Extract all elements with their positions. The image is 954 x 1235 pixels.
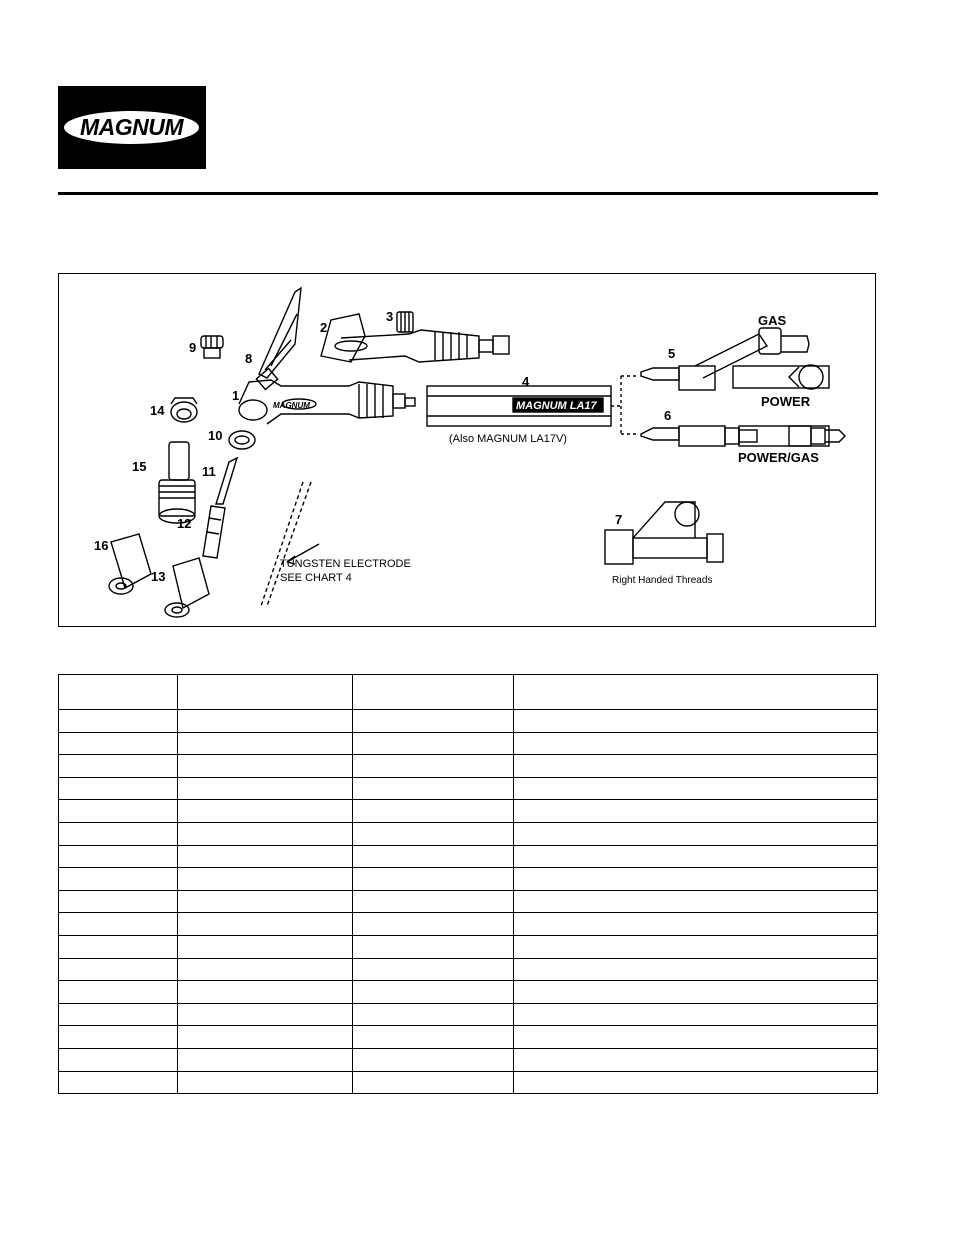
- table-row: [59, 777, 878, 800]
- gas-label: GAS: [758, 313, 787, 328]
- table-cell: [59, 958, 178, 981]
- body-brand: MAGNUM: [273, 401, 310, 410]
- table-row: [59, 1003, 878, 1026]
- header-rule: [58, 192, 878, 195]
- callout-3: 3: [386, 309, 394, 324]
- table-cell: [514, 777, 878, 800]
- part-12-collet-body: [203, 506, 225, 558]
- electrode-note-line1: TUNGSTEN ELECTRODE: [280, 558, 411, 570]
- table-cell: [514, 981, 878, 1004]
- table-cell: [514, 1003, 878, 1026]
- table-cell: [177, 675, 352, 710]
- threads-note: Right Handed Threads: [612, 575, 713, 586]
- table-row: [59, 890, 878, 913]
- table-cell: [59, 913, 178, 936]
- callout-1: 1: [232, 388, 240, 403]
- table-cell: [352, 800, 514, 823]
- table-cell: [59, 935, 178, 958]
- part-10-insulator: [229, 431, 255, 449]
- table-cell: [177, 890, 352, 913]
- callout-14: 14: [150, 403, 165, 418]
- table-cell: [177, 1071, 352, 1094]
- exploded-parts-figure: [58, 273, 876, 627]
- cable-brand: MAGNUM LA17: [516, 400, 597, 412]
- table-cell: [59, 845, 178, 868]
- table-row: [59, 958, 878, 981]
- part-16-cup: [109, 534, 151, 594]
- table-cell: [352, 1026, 514, 1049]
- table-cell: [514, 1048, 878, 1071]
- table-row: [59, 732, 878, 755]
- part-6-power-gas-cable: [641, 426, 845, 446]
- table-row: [59, 868, 878, 891]
- table-cell: [177, 822, 352, 845]
- table-cell: [514, 710, 878, 733]
- parts-diagram: [59, 274, 877, 628]
- also-note: (Also MAGNUM LA17V): [449, 433, 567, 445]
- callout-10: 10: [208, 428, 223, 443]
- table-cell: [177, 958, 352, 981]
- table-cell: [177, 732, 352, 755]
- power-label: POWER: [761, 394, 811, 409]
- table-cell: [177, 913, 352, 936]
- table-cell: [59, 710, 178, 733]
- table-cell: [352, 981, 514, 1004]
- callout-9: 9: [189, 340, 197, 355]
- table-cell: [59, 1003, 178, 1026]
- callout-4: 4: [522, 374, 530, 389]
- callout-15: 15: [132, 459, 147, 474]
- table-cell: [59, 868, 178, 891]
- table-cell: [59, 755, 178, 778]
- table-cell: [177, 868, 352, 891]
- table-cell: [514, 913, 878, 936]
- table-cell: [177, 981, 352, 1004]
- table-cell: [352, 890, 514, 913]
- table-cell: [514, 868, 878, 891]
- callout-7: 7: [615, 512, 623, 527]
- callout-2: 2: [320, 320, 328, 335]
- parts-table: [58, 674, 878, 1094]
- table-cell: [514, 935, 878, 958]
- logo-oval: [64, 111, 199, 144]
- table-cell: [59, 981, 178, 1004]
- table-cell: [514, 800, 878, 823]
- part-9-cap: [201, 336, 223, 358]
- table-cell: [177, 710, 352, 733]
- table-cell: [59, 1026, 178, 1049]
- table-cell: [59, 890, 178, 913]
- table-cell: [177, 1003, 352, 1026]
- table-row: [59, 1071, 878, 1094]
- table-cell: [59, 777, 178, 800]
- table-cell: [177, 845, 352, 868]
- table-cell: [352, 732, 514, 755]
- table-cell: [352, 913, 514, 936]
- table-cell: [514, 755, 878, 778]
- magnum-logo: [58, 86, 206, 169]
- table-row: [59, 755, 878, 778]
- logo-text: MAGNUM: [79, 114, 184, 140]
- table-row: [59, 1026, 878, 1049]
- table-cell: [514, 822, 878, 845]
- callout-6: 6: [664, 408, 672, 423]
- table-cell: [177, 1026, 352, 1049]
- electrode-note-line2: SEE CHART 4: [280, 572, 352, 584]
- table-cell: [177, 755, 352, 778]
- table-cell: [514, 732, 878, 755]
- table-cell: [59, 822, 178, 845]
- callout-12: 12: [177, 516, 192, 531]
- table-cell: [352, 935, 514, 958]
- callout-11: 11: [202, 464, 216, 479]
- table-cell: [514, 1071, 878, 1094]
- table-cell: [352, 1003, 514, 1026]
- table-cell: [177, 777, 352, 800]
- tungsten-electrode: [261, 482, 319, 606]
- table-cell: [59, 675, 178, 710]
- table-row: [59, 1048, 878, 1071]
- callout-5: 5: [668, 346, 676, 361]
- callout-13: 13: [151, 569, 166, 584]
- table-row: [59, 710, 878, 733]
- part-1-torch-body: [239, 380, 415, 424]
- table-row: [59, 800, 878, 823]
- table-cell: [352, 1048, 514, 1071]
- table-cell: [514, 1026, 878, 1049]
- part-11-collet: [216, 458, 237, 504]
- part-15-gas-lens: [159, 442, 195, 523]
- callout-8: 8: [245, 351, 253, 366]
- table-cell: [352, 777, 514, 800]
- table-cell: [352, 822, 514, 845]
- table-header-row: [59, 675, 878, 710]
- table-cell: [352, 845, 514, 868]
- table-cell: [177, 1048, 352, 1071]
- table-cell: [59, 732, 178, 755]
- table-row: [59, 981, 878, 1004]
- table-cell: [59, 1048, 178, 1071]
- table-cell: [514, 958, 878, 981]
- table-cell: [352, 868, 514, 891]
- power-gas-label: POWER/GAS: [738, 450, 819, 465]
- part-2-torch-head: [321, 312, 509, 362]
- table-cell: [177, 800, 352, 823]
- table-row: [59, 913, 878, 936]
- table-cell: [352, 1071, 514, 1094]
- part-7-adapter: [605, 502, 723, 564]
- part-13-cup: [165, 558, 209, 617]
- table-cell: [514, 845, 878, 868]
- table-cell: [59, 800, 178, 823]
- table-row: [59, 935, 878, 958]
- table-cell: [352, 675, 514, 710]
- callout-16: 16: [94, 538, 109, 553]
- table-cell: [177, 935, 352, 958]
- table-cell: [59, 1071, 178, 1094]
- table-cell: [514, 890, 878, 913]
- part-8-back-cap: [256, 288, 301, 390]
- table-cell: [352, 958, 514, 981]
- table-cell: [514, 675, 878, 710]
- table-row: [59, 822, 878, 845]
- part-14-collet-body: [171, 398, 197, 422]
- table-row: [59, 845, 878, 868]
- table-cell: [352, 755, 514, 778]
- table-cell: [352, 710, 514, 733]
